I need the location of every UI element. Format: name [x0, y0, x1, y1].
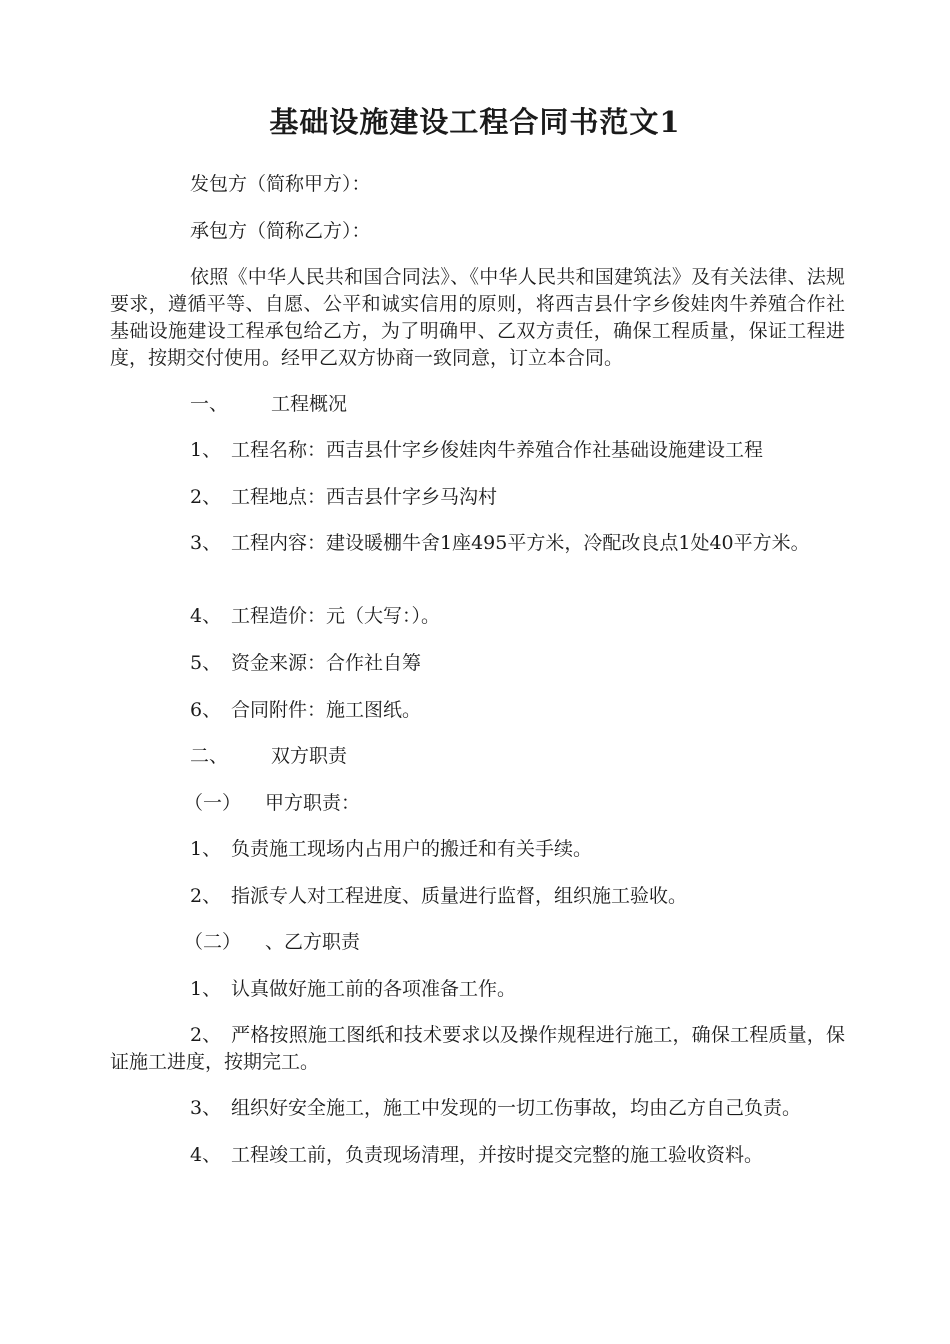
section-number: 二、	[190, 745, 229, 767]
party-b-duty-item	[110, 1142, 925, 1169]
subsection-heading-party-b	[110, 929, 925, 956]
party-a-duty-item	[110, 883, 925, 910]
item-number: 5、	[190, 652, 222, 674]
party-b-duty-item	[110, 1022, 845, 1076]
item-text: 指派专人对工程进度、质量进行监督，组织施工验收。	[231, 885, 688, 907]
item-text: 严格按照施工图纸和技术要求以及操作规程进行施工，确保工程质量，保证施工进度，按期完工。	[110, 1024, 845, 1073]
subsection-title: 、乙方职责	[265, 931, 361, 953]
item-number: 4、	[190, 605, 222, 627]
party-b-duty-item	[110, 976, 925, 1003]
subsection-number: （二）	[184, 931, 242, 953]
section-title: 工程概况	[271, 393, 348, 415]
item-number: 3、	[190, 532, 222, 554]
overview-item	[110, 603, 925, 630]
item-text: 负责施工现场内占用户的搬迁和有关手续。	[231, 838, 593, 860]
item-number: 1、	[190, 439, 222, 461]
item-text: 工程造价：元（大写：）。	[231, 605, 441, 627]
preamble-paragraph: 依照《中华人民共和国合同法》、《中华人民共和国建筑法》及有关法律、法规要求，遵循平等、自愿、公平和诚实信用的原则，将西吉县什字乡俊娃肉牛养殖合作社基础设施建设工程承包给乙方，为了明确甲、乙双方责任，确保工程质量，保证工程进度，按期交付使用。经甲乙双方协商一致同意，订立本合同。	[110, 266, 845, 369]
item-number: 2、	[190, 486, 222, 508]
item-number: 2、	[190, 885, 222, 907]
overview-item	[110, 697, 925, 724]
item-text: 资金来源：合作社自筹	[231, 652, 422, 674]
item-number: 2、	[190, 1024, 222, 1046]
party-a-duty-item	[110, 836, 925, 863]
item-number: 3、	[190, 1097, 222, 1119]
item-text: 认真做好施工前的各项准备工作。	[231, 978, 517, 1000]
item-number: 4、	[190, 1144, 222, 1166]
overview-item	[110, 484, 925, 511]
document-title: 基础设施建设工程合同书范文1	[269, 105, 681, 139]
section-heading-overview	[110, 391, 925, 418]
section-heading-duties	[110, 743, 925, 770]
party-a-line: 发包方（简称甲方）：	[190, 173, 371, 195]
item-text: 组织好安全施工，施工中发现的一切工伤事故，均由乙方自己负责。	[231, 1097, 802, 1119]
section-number: 一、	[190, 393, 229, 415]
item-text: 合同附件：施工图纸。	[231, 699, 422, 721]
party-b-line: 承包方（简称乙方）：	[190, 220, 371, 242]
subsection-title: 甲方职责：	[265, 792, 361, 814]
overview-item	[110, 650, 925, 677]
overview-item	[110, 437, 925, 464]
overview-item	[110, 530, 845, 557]
subsection-heading-party-a	[110, 790, 925, 817]
item-number: 6、	[190, 699, 222, 721]
item-text: 工程内容：建设暖棚牛舍1座495平方米，冷配改良点1处40平方米。	[231, 532, 810, 554]
subsection-number: （一）	[184, 792, 242, 814]
item-text: 工程竣工前，负责现场清理，并按时提交完整的施工验收资料。	[231, 1144, 764, 1166]
section-title: 双方职责	[271, 745, 348, 767]
item-number: 1、	[190, 978, 222, 1000]
party-b-duty-item	[110, 1095, 925, 1122]
item-text: 工程地点：西吉县什字乡马沟村	[231, 486, 498, 508]
item-number: 1、	[190, 838, 222, 860]
item-text: 工程名称：西吉县什字乡俊娃肉牛养殖合作社基础设施建设工程	[231, 439, 764, 461]
